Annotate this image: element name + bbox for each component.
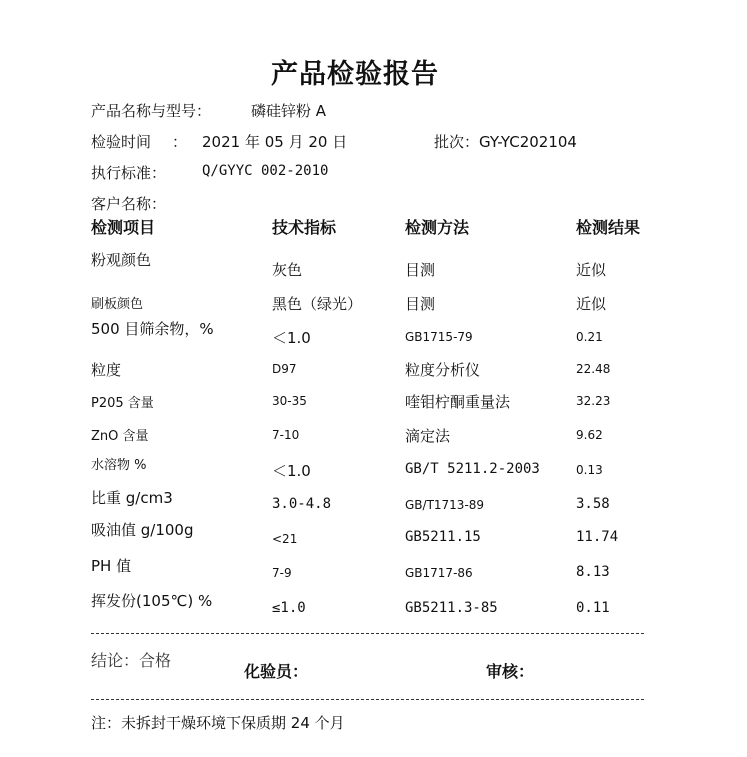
table-row-spec: 灰色	[272, 261, 303, 279]
table-row-item: 粒度	[91, 361, 122, 379]
table-row-spec: 黑色（绿光）	[272, 295, 363, 313]
table-row-result: 3.58	[576, 496, 610, 512]
table-row-item: 挥发份(105℃) %	[91, 592, 213, 610]
table-row-item: 粉观颜色	[91, 251, 152, 269]
date-label: 检验时间	[91, 133, 152, 151]
table-row-spec: ＜1.0	[272, 462, 311, 480]
date-value: 2021 年 05 月 20 日	[202, 133, 348, 151]
table-row-item: P205 含量	[91, 396, 154, 411]
table-row-result: 22.48	[576, 362, 611, 376]
table-row-item: 刷板颜色	[91, 297, 144, 312]
table-row-result: 11.74	[576, 529, 619, 545]
table-row-item: 水溶物 %	[91, 458, 147, 473]
table-row-spec: 3.0-4.8	[272, 496, 332, 512]
standard-label: 执行标准：	[91, 164, 167, 182]
table-row-spec: 7-10	[272, 428, 300, 442]
divider-bottom	[91, 699, 644, 700]
table-row-method: GB5211.15	[405, 529, 481, 545]
header-item: 检测项目	[91, 218, 156, 237]
conclusion: 结论：合格	[91, 651, 172, 670]
standard-value: Q/GYYC 002-2010	[202, 163, 329, 179]
table-row-item: 吸油值 g/100g	[91, 521, 194, 539]
table-row-result: 8.13	[576, 564, 610, 580]
table-row-item: ZnO 含量	[91, 429, 149, 444]
table-row-item: 500 目筛余物，%	[91, 320, 214, 338]
table-row-method: 喹钼柠酮重量法	[405, 393, 511, 411]
table-row-method: 目测	[405, 261, 436, 279]
table-row-spec: ＜1.0	[272, 329, 311, 347]
table-row-method: GB/T1713-89	[405, 498, 485, 512]
table-row-item: PH 值	[91, 557, 132, 575]
table-row-result: 0.13	[576, 463, 603, 477]
header-method: 检测方法	[405, 218, 470, 237]
table-row-method: 目测	[405, 295, 436, 313]
reviewer-label: 审核：	[486, 662, 535, 681]
shelf-life-note: 注：未拆封干燥环境下保质期 24 个月	[91, 714, 345, 732]
table-row-method: 滴定法	[405, 427, 451, 445]
table-row-item: 比重 g/cm3	[91, 489, 173, 507]
table-row-result: 近似	[576, 295, 607, 313]
client-label: 客户名称：	[91, 195, 167, 213]
table-row-spec: 7-9	[272, 566, 292, 580]
table-row-method: 粒度分析仪	[405, 361, 481, 379]
product-label: 产品名称与型号：	[91, 102, 212, 120]
table-row-spec: 30-35	[272, 394, 307, 408]
divider-top	[91, 633, 644, 634]
table-row-result: 9.62	[576, 428, 603, 442]
table-row-result: 0.21	[576, 330, 603, 344]
table-row-spec: ≤1.0	[272, 600, 306, 616]
table-row-method: GB/T 5211.2-2003	[405, 461, 540, 477]
table-row-result: 32.23	[576, 394, 611, 408]
inspector-label: 化验员：	[244, 662, 309, 681]
header-result: 检测结果	[576, 218, 641, 237]
table-row-result: 0.11	[576, 600, 610, 616]
product-value: 磷硅锌粉 A	[251, 102, 327, 120]
table-row-spec: <21	[272, 532, 298, 546]
table-row-method: GB1717-86	[405, 566, 473, 580]
table-row-method: GB5211.3-85	[405, 600, 498, 616]
table-row-result: 近似	[576, 261, 607, 279]
batch-number: 批次：GY-YC202104	[434, 133, 577, 151]
table-row-method: GB1715-79	[405, 330, 473, 344]
report-title: 产品检验报告	[271, 59, 439, 90]
header-spec: 技术指标	[272, 218, 337, 237]
date-colon: ：	[172, 133, 188, 151]
table-row-spec: D97	[272, 362, 297, 376]
